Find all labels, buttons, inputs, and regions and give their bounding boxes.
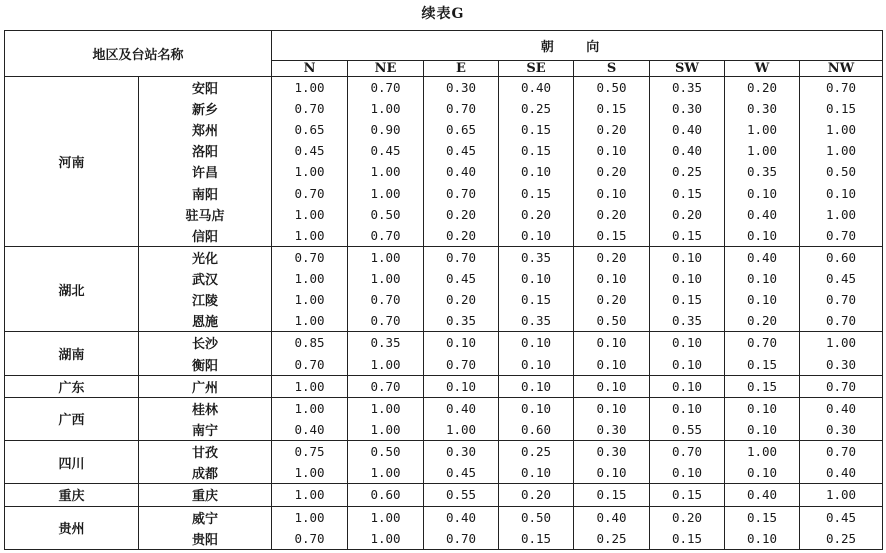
province-cell: 湖南 bbox=[5, 332, 139, 375]
coefficient-cell-w: 0.10 bbox=[725, 268, 800, 289]
coefficient-cell-ne: 0.60 bbox=[348, 484, 424, 506]
coefficient-cell-nw: 1.00 bbox=[800, 332, 883, 354]
coefficient-cell-n: 0.70 bbox=[272, 98, 348, 119]
coefficient-cell-n: 0.40 bbox=[272, 419, 348, 441]
coefficient-cell-nw: 0.50 bbox=[800, 161, 883, 182]
coefficient-cell-n: 0.65 bbox=[272, 119, 348, 140]
coefficient-cell-ne: 1.00 bbox=[348, 506, 424, 528]
coefficient-cell-w: 1.00 bbox=[725, 119, 800, 140]
coefficient-cell-ne: 1.00 bbox=[348, 183, 424, 204]
coefficient-cell-w: 0.40 bbox=[725, 246, 800, 268]
table-body bbox=[5, 77, 883, 550]
coefficient-cell-w: 0.10 bbox=[725, 289, 800, 310]
coefficient-cell-n: 1.00 bbox=[272, 310, 348, 332]
coefficient-cell-w: 0.10 bbox=[725, 397, 800, 419]
coefficient-cell-sw: 0.15 bbox=[650, 183, 725, 204]
coefficient-cell-se: 0.15 bbox=[499, 183, 574, 204]
coefficient-cell-s: 0.50 bbox=[574, 310, 650, 332]
station-name-cell: 武汉 bbox=[139, 268, 272, 289]
coefficient-cell-se: 0.50 bbox=[499, 506, 574, 528]
station-name-cell: 威宁 bbox=[139, 506, 272, 528]
coefficient-cell-nw: 0.45 bbox=[800, 506, 883, 528]
direction-header-s: S bbox=[574, 61, 650, 77]
coefficient-cell-e: 1.00 bbox=[424, 419, 499, 441]
coefficient-cell-e: 0.45 bbox=[424, 462, 499, 484]
coefficient-cell-e: 0.40 bbox=[424, 161, 499, 182]
coefficient-cell-se: 0.10 bbox=[499, 353, 574, 375]
station-name-cell: 恩施 bbox=[139, 310, 272, 332]
station-name-cell: 重庆 bbox=[139, 484, 272, 506]
coefficient-cell-sw: 0.15 bbox=[650, 225, 725, 247]
coefficient-cell-se: 0.60 bbox=[499, 419, 574, 441]
coefficient-cell-w: 0.10 bbox=[725, 419, 800, 441]
coefficient-cell-e: 0.65 bbox=[424, 119, 499, 140]
coefficient-cell-sw: 0.70 bbox=[650, 441, 725, 463]
coefficient-cell-nw: 0.70 bbox=[800, 289, 883, 310]
coefficient-cell-ne: 0.50 bbox=[348, 441, 424, 463]
coefficient-cell-w: 0.10 bbox=[725, 462, 800, 484]
coefficient-cell-s: 0.50 bbox=[574, 77, 650, 99]
coefficient-cell-w: 0.70 bbox=[725, 332, 800, 354]
coefficient-cell-nw: 1.00 bbox=[800, 204, 883, 225]
coefficient-cell-w: 0.40 bbox=[725, 484, 800, 506]
coefficient-cell-n: 0.85 bbox=[272, 332, 348, 354]
coefficient-cell-ne: 0.70 bbox=[348, 375, 424, 397]
coefficient-cell-ne: 1.00 bbox=[348, 161, 424, 182]
coefficient-cell-e: 0.55 bbox=[424, 484, 499, 506]
coefficient-cell-ne: 0.70 bbox=[348, 77, 424, 99]
station-name-cell: 甘孜 bbox=[139, 441, 272, 463]
coefficient-cell-w: 0.20 bbox=[725, 77, 800, 99]
coefficient-cell-se: 0.15 bbox=[499, 119, 574, 140]
coefficient-cell-nw: 1.00 bbox=[800, 140, 883, 161]
coefficient-cell-s: 0.10 bbox=[574, 462, 650, 484]
coefficient-cell-se: 0.10 bbox=[499, 268, 574, 289]
coefficient-cell-sw: 0.35 bbox=[650, 310, 725, 332]
coefficient-cell-w: 1.00 bbox=[725, 140, 800, 161]
coefficient-cell-nw: 0.70 bbox=[800, 77, 883, 99]
station-name-cell: 许昌 bbox=[139, 161, 272, 182]
coefficient-cell-s: 0.15 bbox=[574, 225, 650, 247]
coefficient-cell-ne: 1.00 bbox=[348, 419, 424, 441]
coefficient-cell-sw: 0.15 bbox=[650, 528, 725, 550]
coefficient-cell-w: 1.00 bbox=[725, 441, 800, 463]
coefficient-cell-s: 0.10 bbox=[574, 183, 650, 204]
coefficient-cell-sw: 0.40 bbox=[650, 119, 725, 140]
coefficient-cell-n: 1.00 bbox=[272, 397, 348, 419]
coefficient-cell-nw: 1.00 bbox=[800, 484, 883, 506]
table-row bbox=[5, 246, 883, 268]
coefficient-cell-e: 0.20 bbox=[424, 225, 499, 247]
coefficient-cell-sw: 0.10 bbox=[650, 332, 725, 354]
coefficient-cell-s: 0.10 bbox=[574, 375, 650, 397]
region-header: 地区及台站名称 bbox=[5, 31, 272, 77]
coefficient-cell-ne: 0.70 bbox=[348, 289, 424, 310]
coefficient-cell-n: 1.00 bbox=[272, 204, 348, 225]
coefficient-cell-ne: 0.70 bbox=[348, 310, 424, 332]
coefficient-cell-ne: 1.00 bbox=[348, 246, 424, 268]
coefficient-cell-ne: 1.00 bbox=[348, 98, 424, 119]
coefficient-cell-se: 0.40 bbox=[499, 77, 574, 99]
table-row bbox=[5, 506, 883, 528]
coefficient-cell-s: 0.30 bbox=[574, 441, 650, 463]
coefficient-cell-e: 0.70 bbox=[424, 98, 499, 119]
coefficient-cell-e: 0.70 bbox=[424, 246, 499, 268]
table-row bbox=[5, 77, 883, 99]
coefficient-cell-e: 0.10 bbox=[424, 332, 499, 354]
coefficient-cell-sw: 0.15 bbox=[650, 484, 725, 506]
coefficient-cell-nw: 0.40 bbox=[800, 462, 883, 484]
coefficient-cell-se: 0.35 bbox=[499, 246, 574, 268]
station-name-cell: 信阳 bbox=[139, 225, 272, 247]
coefficient-cell-se: 0.35 bbox=[499, 310, 574, 332]
coefficient-cell-nw: 0.70 bbox=[800, 310, 883, 332]
coefficient-cell-nw: 0.70 bbox=[800, 225, 883, 247]
coefficient-cell-s: 0.20 bbox=[574, 204, 650, 225]
coefficient-cell-sw: 0.10 bbox=[650, 397, 725, 419]
direction-header-se: SE bbox=[499, 61, 574, 77]
coefficient-cell-e: 0.70 bbox=[424, 183, 499, 204]
coefficient-cell-n: 1.00 bbox=[272, 161, 348, 182]
station-name-cell: 长沙 bbox=[139, 332, 272, 354]
station-name-cell: 南阳 bbox=[139, 183, 272, 204]
coefficient-cell-se: 0.15 bbox=[499, 289, 574, 310]
coefficient-cell-ne: 1.00 bbox=[348, 528, 424, 550]
coefficient-cell-nw: 0.40 bbox=[800, 397, 883, 419]
coefficient-cell-se: 0.10 bbox=[499, 375, 574, 397]
direction-header-e: E bbox=[424, 61, 499, 77]
coefficient-cell-se: 0.10 bbox=[499, 397, 574, 419]
station-name-cell: 成都 bbox=[139, 462, 272, 484]
coefficient-cell-n: 1.00 bbox=[272, 462, 348, 484]
coefficient-cell-ne: 0.50 bbox=[348, 204, 424, 225]
coefficient-cell-s: 0.20 bbox=[574, 161, 650, 182]
coefficient-cell-se: 0.15 bbox=[499, 528, 574, 550]
station-name-cell: 江陵 bbox=[139, 289, 272, 310]
station-name-cell: 光化 bbox=[139, 246, 272, 268]
coefficient-cell-e: 0.20 bbox=[424, 204, 499, 225]
coefficient-cell-s: 0.40 bbox=[574, 506, 650, 528]
station-name-cell: 广州 bbox=[139, 375, 272, 397]
station-name-cell: 郑州 bbox=[139, 119, 272, 140]
direction-header-ne: NE bbox=[348, 61, 424, 77]
coefficient-cell-e: 0.35 bbox=[424, 310, 499, 332]
coefficient-cell-se: 0.10 bbox=[499, 225, 574, 247]
station-name-cell: 洛阳 bbox=[139, 140, 272, 161]
table-caption: 续表G bbox=[421, 6, 465, 22]
coefficient-cell-n: 1.00 bbox=[272, 484, 348, 506]
coefficient-cell-s: 0.10 bbox=[574, 140, 650, 161]
coefficient-cell-s: 0.30 bbox=[574, 419, 650, 441]
table-row bbox=[5, 332, 883, 354]
coefficient-cell-sw: 0.20 bbox=[650, 506, 725, 528]
station-name-cell: 新乡 bbox=[139, 98, 272, 119]
coefficient-cell-w: 0.20 bbox=[725, 310, 800, 332]
province-cell: 湖北 bbox=[5, 246, 139, 331]
coefficient-cell-se: 0.25 bbox=[499, 441, 574, 463]
table-row bbox=[5, 441, 883, 463]
coefficient-cell-sw: 0.10 bbox=[650, 353, 725, 375]
coefficient-cell-e: 0.20 bbox=[424, 289, 499, 310]
coefficient-cell-e: 0.70 bbox=[424, 528, 499, 550]
coefficient-cell-s: 0.10 bbox=[574, 268, 650, 289]
province-cell: 贵州 bbox=[5, 506, 139, 549]
coefficient-cell-w: 0.15 bbox=[725, 353, 800, 375]
coefficient-cell-w: 0.15 bbox=[725, 375, 800, 397]
table-row bbox=[5, 375, 883, 397]
coefficient-cell-se: 0.20 bbox=[499, 484, 574, 506]
coefficient-cell-ne: 0.45 bbox=[348, 140, 424, 161]
coefficient-cell-e: 0.30 bbox=[424, 441, 499, 463]
coefficient-cell-n: 1.00 bbox=[272, 225, 348, 247]
station-name-cell: 贵阳 bbox=[139, 528, 272, 550]
station-name-cell: 衡阳 bbox=[139, 353, 272, 375]
coefficient-cell-nw: 0.45 bbox=[800, 268, 883, 289]
province-cell: 四川 bbox=[5, 441, 139, 484]
coefficient-cell-s: 0.25 bbox=[574, 528, 650, 550]
coefficient-cell-nw: 0.70 bbox=[800, 441, 883, 463]
orientation-coefficient-table bbox=[4, 30, 883, 550]
coefficient-cell-w: 0.15 bbox=[725, 506, 800, 528]
coefficient-cell-w: 0.10 bbox=[725, 225, 800, 247]
direction-header-w: W bbox=[725, 61, 800, 77]
coefficient-cell-nw: 0.70 bbox=[800, 375, 883, 397]
coefficient-cell-se: 0.10 bbox=[499, 161, 574, 182]
coefficient-cell-s: 0.15 bbox=[574, 484, 650, 506]
coefficient-cell-s: 0.20 bbox=[574, 289, 650, 310]
coefficient-cell-w: 0.30 bbox=[725, 98, 800, 119]
coefficient-cell-ne: 1.00 bbox=[348, 353, 424, 375]
coefficient-cell-n: 0.70 bbox=[272, 528, 348, 550]
coefficient-cell-sw: 0.20 bbox=[650, 204, 725, 225]
orientation-header: 朝 向 bbox=[272, 31, 883, 61]
coefficient-cell-w: 0.40 bbox=[725, 204, 800, 225]
coefficient-cell-e: 0.30 bbox=[424, 77, 499, 99]
coefficient-cell-sw: 0.15 bbox=[650, 289, 725, 310]
coefficient-cell-e: 0.40 bbox=[424, 506, 499, 528]
coefficient-cell-e: 0.40 bbox=[424, 397, 499, 419]
coefficient-cell-n: 0.70 bbox=[272, 183, 348, 204]
coefficient-cell-s: 0.10 bbox=[574, 332, 650, 354]
coefficient-cell-se: 0.10 bbox=[499, 332, 574, 354]
coefficient-cell-s: 0.10 bbox=[574, 353, 650, 375]
coefficient-cell-n: 1.00 bbox=[272, 268, 348, 289]
coefficient-cell-e: 0.10 bbox=[424, 375, 499, 397]
station-name-cell: 南宁 bbox=[139, 419, 272, 441]
coefficient-cell-sw: 0.10 bbox=[650, 246, 725, 268]
coefficient-cell-nw: 0.30 bbox=[800, 419, 883, 441]
coefficient-cell-nw: 0.60 bbox=[800, 246, 883, 268]
coefficient-cell-n: 0.45 bbox=[272, 140, 348, 161]
coefficient-cell-nw: 0.15 bbox=[800, 98, 883, 119]
coefficient-cell-nw: 0.10 bbox=[800, 183, 883, 204]
coefficient-cell-se: 0.25 bbox=[499, 98, 574, 119]
province-cell: 广西 bbox=[5, 397, 139, 440]
coefficient-cell-ne: 0.35 bbox=[348, 332, 424, 354]
direction-header-n: N bbox=[272, 61, 348, 77]
coefficient-cell-ne: 1.00 bbox=[348, 397, 424, 419]
coefficient-cell-nw: 0.25 bbox=[800, 528, 883, 550]
coefficient-cell-sw: 0.10 bbox=[650, 462, 725, 484]
table-row bbox=[5, 484, 883, 506]
coefficient-cell-n: 0.70 bbox=[272, 246, 348, 268]
coefficient-cell-se: 0.10 bbox=[499, 462, 574, 484]
province-cell: 广东 bbox=[5, 375, 139, 397]
coefficient-cell-n: 1.00 bbox=[272, 506, 348, 528]
table-row bbox=[5, 397, 883, 419]
coefficient-cell-sw: 0.30 bbox=[650, 98, 725, 119]
coefficient-cell-ne: 0.70 bbox=[348, 225, 424, 247]
coefficient-cell-se: 0.20 bbox=[499, 204, 574, 225]
coefficient-cell-s: 0.20 bbox=[574, 246, 650, 268]
coefficient-cell-se: 0.15 bbox=[499, 140, 574, 161]
coefficient-cell-e: 0.70 bbox=[424, 353, 499, 375]
coefficient-cell-e: 0.45 bbox=[424, 268, 499, 289]
coefficient-cell-sw: 0.10 bbox=[650, 375, 725, 397]
coefficient-cell-e: 0.45 bbox=[424, 140, 499, 161]
coefficient-cell-sw: 0.55 bbox=[650, 419, 725, 441]
coefficient-cell-nw: 0.30 bbox=[800, 353, 883, 375]
coefficient-cell-sw: 0.40 bbox=[650, 140, 725, 161]
coefficient-cell-w: 0.10 bbox=[725, 183, 800, 204]
coefficient-cell-nw: 1.00 bbox=[800, 119, 883, 140]
coefficient-cell-s: 0.20 bbox=[574, 119, 650, 140]
station-name-cell: 桂林 bbox=[139, 397, 272, 419]
coefficient-cell-n: 0.70 bbox=[272, 353, 348, 375]
station-name-cell: 驻马店 bbox=[139, 204, 272, 225]
province-cell: 重庆 bbox=[5, 484, 139, 506]
direction-header-sw: SW bbox=[650, 61, 725, 77]
coefficient-cell-s: 0.15 bbox=[574, 98, 650, 119]
station-name-cell: 安阳 bbox=[139, 77, 272, 99]
coefficient-cell-sw: 0.35 bbox=[650, 77, 725, 99]
coefficient-cell-w: 0.10 bbox=[725, 528, 800, 550]
coefficient-cell-ne: 1.00 bbox=[348, 268, 424, 289]
coefficient-cell-n: 1.00 bbox=[272, 289, 348, 310]
coefficient-cell-ne: 0.90 bbox=[348, 119, 424, 140]
coefficient-cell-w: 0.35 bbox=[725, 161, 800, 182]
coefficient-cell-n: 1.00 bbox=[272, 375, 348, 397]
province-cell: 河南 bbox=[5, 77, 139, 247]
direction-header-nw: NW bbox=[800, 61, 883, 77]
coefficient-cell-ne: 1.00 bbox=[348, 462, 424, 484]
coefficient-cell-n: 0.75 bbox=[272, 441, 348, 463]
coefficient-cell-sw: 0.10 bbox=[650, 268, 725, 289]
coefficient-cell-s: 0.10 bbox=[574, 397, 650, 419]
coefficient-cell-sw: 0.25 bbox=[650, 161, 725, 182]
coefficient-cell-n: 1.00 bbox=[272, 77, 348, 99]
